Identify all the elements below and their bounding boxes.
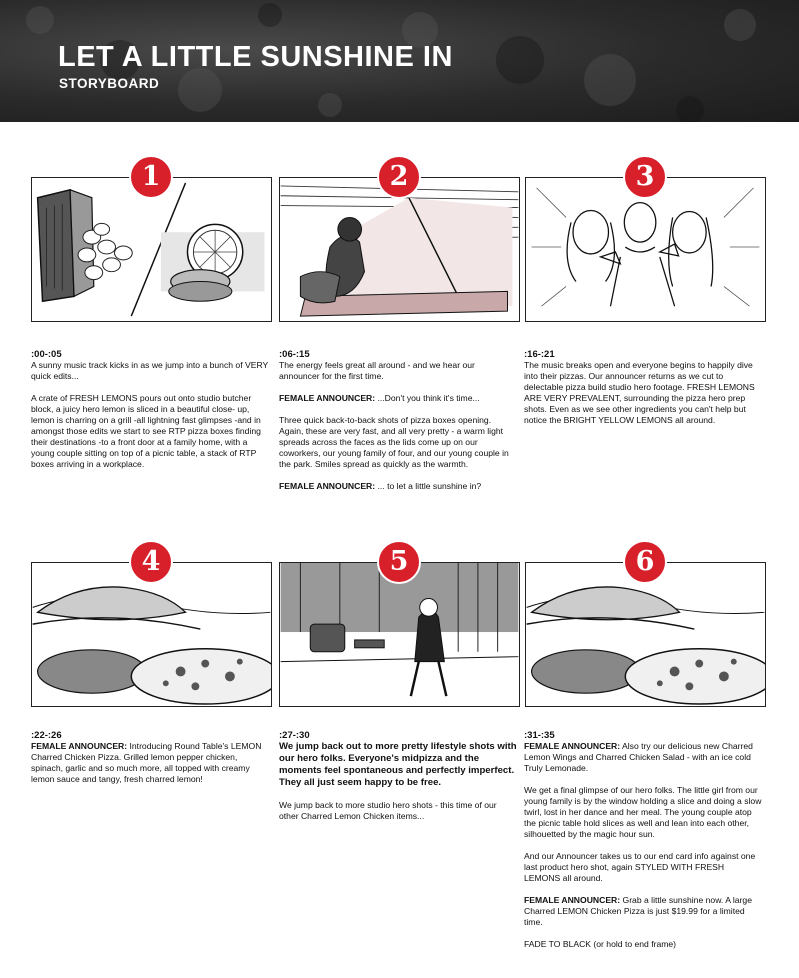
caption-2-para-4	[279, 481, 517, 492]
caption-5-para-1: We jump back out to more pretty lifestyle shots with our hero folks. Everyone's midpizza and the moments feel spontaneous and perfectly imperfect. They all just seem happy to be free.	[279, 741, 517, 788]
panel-caption-2	[279, 349, 517, 503]
panel-caption-5	[279, 730, 517, 833]
caption-1-para-1: A sunny music track kicks in as we jump into a bunch of VERY quick edits...	[31, 360, 269, 381]
caption-1-para-2: A crate of FRESH LEMONS pours out onto studio butcher block, a juicy hero lemon is sliced in a beautiful close- up, lemon is charring on a grill -all lightning fast glimpses -and in amongst those edits we start to see RTP pizza boxes finding their destinations -to a front door at a family home, with a young couple sitting on top of a picnic table, a stack of RTP boxes arriving in a workplace.	[31, 393, 261, 469]
panel-caption-1	[31, 349, 269, 481]
panel-number-badge-5: 5	[377, 540, 421, 584]
speaker-label: FEMALE ANNOUNCER:	[279, 393, 376, 403]
panel-caption-3	[524, 349, 762, 437]
page-subtitle: STORYBOARD	[59, 76, 160, 91]
caption-4-para-1	[31, 741, 269, 785]
caption-5-para-2: We jump back to more studio hero shots - this time of our other Charred Lemon Chicken items...	[279, 800, 497, 821]
caption-6-para-3: And our Announcer takes us to our end card info against one last product hero shot, again STYLED WITH FRESH LEMONS all around.	[524, 851, 756, 883]
speaker-label: FEMALE ANNOUNCER:	[524, 895, 621, 905]
panel-caption-4	[31, 730, 269, 796]
panel-number-badge-6: 6	[623, 540, 667, 584]
frame-1-sketch	[32, 178, 271, 321]
caption-3-para-1: The music breaks open and everyone begins to happily dive into their pizzas. Our announcer returns as we cut to delectable pizza build studio hero footage. FRESH LEMONS ARE VERY PREVALENT, surrounding the pizza hero prep shots. Even as we see other ingredients you can't help but notice the BRIGHT YELLOW LEMONS all around.	[524, 360, 755, 425]
caption-6-para-1	[524, 741, 762, 774]
dialogue-text: Also try our delicious new Charred Lemon Wings and Charred Chicken Salad - with an ice cold Truly Lemonade.	[524, 741, 753, 773]
caption-6-para-2: We get a final glimpse of our hero folks. The little girl from our young family is by the window holding a slice and doing a slow twirl, lost in her dance and her meal. The young couple atop the picnic table hold slices as well and lean into each other, silhouetted by the magic hour sun.	[524, 785, 762, 839]
panel-number-badge-4: 4	[129, 540, 173, 584]
timecode-6: :31-:35	[524, 730, 555, 741]
speaker-label: FEMALE ANNOUNCER:	[524, 741, 621, 751]
caption-6-para-4	[524, 895, 762, 928]
caption-2-para-1: The energy feels great all around - and we hear our announcer for the first time.	[279, 360, 475, 381]
caption-6-para-5: FADE TO BLACK (or hold to end frame)	[524, 939, 677, 949]
frame-2-sketch	[280, 178, 519, 321]
dialogue-text: ...Don't you think it's time...	[375, 393, 480, 403]
timecode-5: :27-:30	[279, 730, 310, 741]
caption-2-para-2	[279, 393, 517, 404]
timecode-3: :16-:21	[524, 349, 555, 360]
timecode-2: :06-:15	[279, 349, 310, 360]
frame-3-sketch	[526, 178, 765, 321]
header-banner	[0, 0, 799, 122]
page-title: LET A LITTLE SUNSHINE IN	[58, 41, 453, 73]
timecode-4: :22-:26	[31, 730, 62, 741]
speaker-label: FEMALE ANNOUNCER:	[31, 741, 128, 751]
speaker-label: FEMALE ANNOUNCER:	[279, 481, 376, 491]
timecode-1: :00-:05	[31, 349, 62, 360]
dialogue-text: Introducing Round Table's LEMON Charred Chicken Pizza. Grilled lemon pepper chicken, spinach, garlic and so much more, all topped with creamy lemon sauce and tangy, fresh charred lemon!	[31, 741, 262, 784]
panel-number-badge-2: 2	[377, 155, 421, 199]
dialogue-text: Grab a little sunshine now. A large Charred LEMON Chicken Pizza is just $19.99 for a limited time.	[524, 895, 752, 927]
panel-number-badge-1: 1	[129, 155, 173, 199]
panel-caption-6	[524, 730, 762, 961]
caption-2-para-3: Three quick back-to-back shots of pizza boxes opening. Again, these are very fast, and all very pretty - a warm light spreads across the faces as the lids come up on our coworkers, our young family of four, and our young couple in the park. Smiles spread as quickly as the warmth.	[279, 415, 509, 469]
frame-4-sketch	[32, 563, 271, 706]
frame-5-sketch	[280, 563, 519, 706]
frame-6-sketch	[526, 563, 765, 706]
dialogue-text: ... to let a little sunshine in?	[375, 481, 482, 491]
panel-number-badge-3: 3	[623, 155, 667, 199]
